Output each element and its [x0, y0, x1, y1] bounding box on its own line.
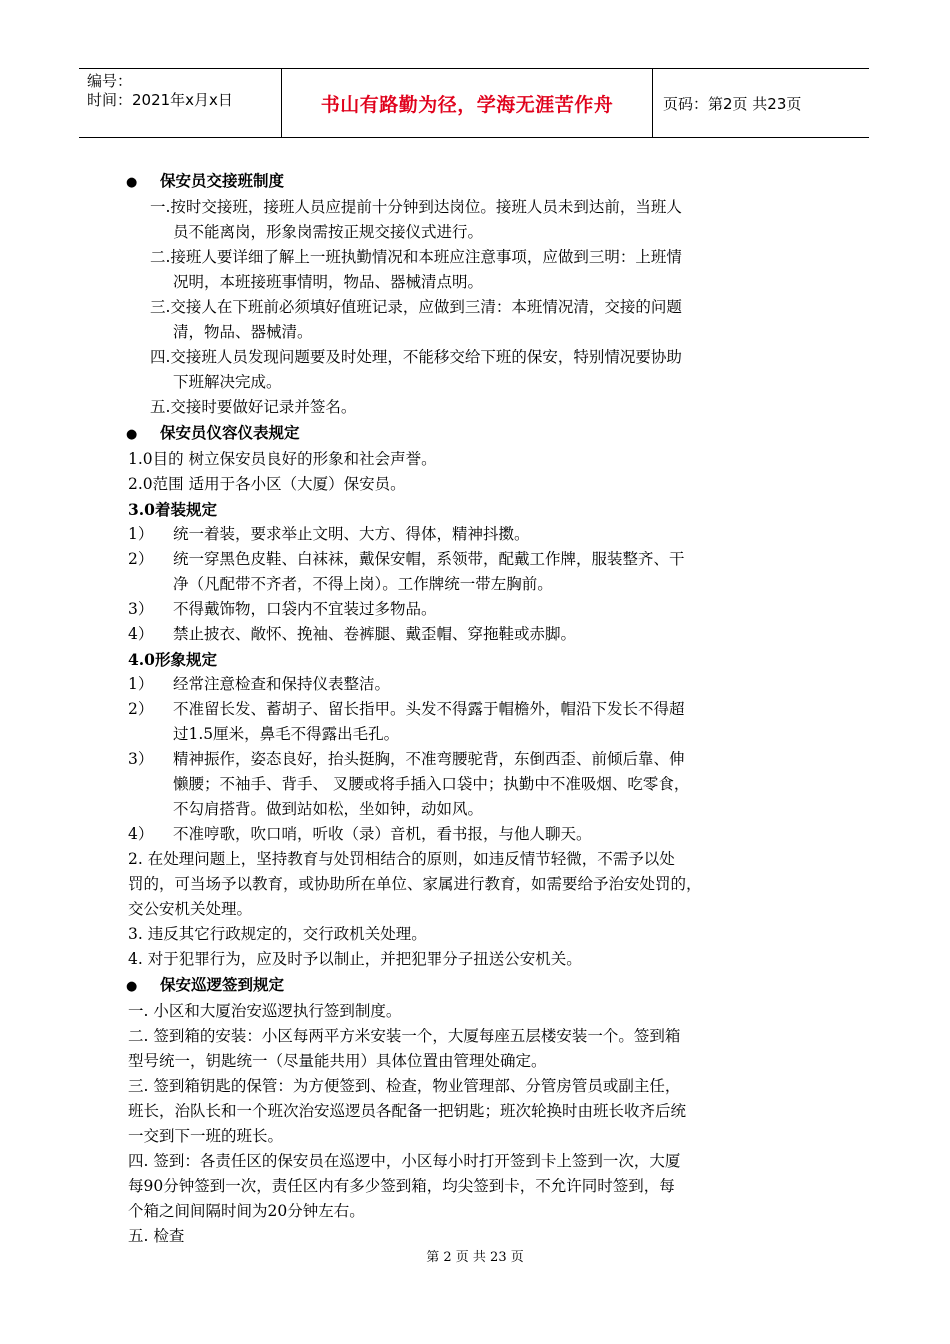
patrol-item-3: 三. 签到箱钥匙的保管：为方便签到、检查，物业管理部、分管房管员或副主任，	[128, 1077, 681, 1095]
image-item-1: 1） 经常注意检查和保持仪表整洁。	[128, 675, 391, 693]
time-label: 时间：2021年x月x日	[87, 91, 233, 109]
image-item-3-cont: 懒腰；不袖手、背手、 叉腰或将手插入口袋中；执勤中不准吸烟、吃零食，	[173, 775, 690, 793]
image-title: 4.0形象规定	[128, 650, 217, 669]
patrol-item-1: 一. 小区和大厦治安巡逻执行签到制度。	[128, 1002, 402, 1020]
appearance-purpose: 1.0目的 树立保安员良好的形象和社会声誉。	[128, 450, 437, 468]
image-item-3-cont2: 不勾肩搭背。做到站如松，坐如钟，动如风。	[173, 800, 484, 818]
patrol-item-5: 五. 检查	[128, 1227, 185, 1245]
image-item-3: 3） 精神振作，姿态良好，抬头挺胸，不准弯腰驼背，东倒西歪、前倾后靠、伸	[128, 750, 685, 768]
principle-2-cont: 罚的，可当场予以教育，或协助所在单位、家属进行教育，如需要给予治安处罚的，	[128, 875, 702, 893]
handover-item-1-cont: 员不能离岗，形象岗需按正规交接仪式进行。	[173, 223, 484, 241]
dress-item-3: 3） 不得戴饰物，口袋内不宜装过多物品。	[128, 600, 437, 618]
bullet-icon: ●	[126, 427, 138, 442]
bullet-icon: ●	[126, 979, 138, 994]
patrol-item-4-cont2: 个箱之间间隔时间为20分钟左右。	[128, 1202, 365, 1220]
handover-item-2-cont: 况明，本班接班事情明，物品、器械清点明。	[173, 273, 484, 291]
patrol-item-3-cont2: 一交到下一班的班长。	[128, 1127, 284, 1145]
patrol-item-4-cont: 每90分钟签到一次，责任区内有多少签到箱，均尖签到卡，不允许同时签到，每	[128, 1177, 675, 1195]
handover-item-4: 四.交接班人员发现问题要及时处理，不能移交给下班的保安，特别情况要协助	[150, 348, 682, 366]
handover-item-5: 五.交接时要做好记录并签名。	[150, 398, 357, 416]
handover-item-3-cont: 清，物品、器械清。	[173, 323, 313, 341]
dress-item-1: 1） 统一着装，要求举止文明、大方、得体，精神抖擞。	[128, 525, 530, 543]
handover-item-1: 一.按时交接班，接班人员应提前十分钟到达岗位。接班人员未到达前，当班人	[150, 198, 682, 216]
image-item-2: 2） 不准留长发、蓄胡子、留长指甲。头发不得露于帽檐外，帽沿下发长不得超	[128, 700, 685, 718]
header-motto: 书山有路勤为径，学海无涯苦作舟	[282, 69, 653, 137]
principle-2: 2. 在处理问题上，坚持教育与处罚相结合的原则，如违反情节轻微，不需予以处	[128, 850, 675, 868]
handover-item-4-cont: 下班解决完成。	[173, 373, 282, 391]
image-item-4: 4） 不准哼歌，吹口哨，听收（录）音机，看书报，与他人聊天。	[128, 825, 592, 843]
section-title-appearance: ● 保安员仪容仪表规定	[126, 420, 828, 447]
patrol-item-2: 二. 签到箱的安装：小区每两平方米安装一个，大厦每座五层楼安装一个。签到箱	[128, 1027, 681, 1045]
dress-item-4: 4） 禁止披衣、敞怀、挽袖、卷裤腿、戴歪帽、穿拖鞋或赤脚。	[128, 625, 577, 643]
section-title-handover: ● 保安员交接班制度	[126, 168, 828, 195]
principle-2-cont2: 交公安机关处理。	[128, 900, 253, 918]
dress-item-2-cont: 净（凡配带不齐者，不得上岗）。工作牌统一带左胸前。	[173, 575, 553, 593]
header-meta	[79, 69, 282, 137]
dress-item-2: 2） 统一穿黑色皮鞋、白袜袜，戴保安帽，系领带，配戴工作牌，服装整齐、干	[128, 550, 685, 568]
image-item-2-cont: 过1.5厘米，鼻毛不得露出毛孔。	[173, 725, 400, 743]
section-title-patrol: ● 保安巡逻签到规定	[126, 972, 828, 999]
patrol-item-4: 四. 签到：各责任区的保安员在巡逻中，小区每小时打开签到卡上签到一次，大厦	[128, 1152, 681, 1170]
handover-item-3: 三.交接人在下班前必须填好值班记录，应做到三清：本班情况清，交接的问题	[150, 298, 682, 316]
serial-label: 编号：	[87, 72, 133, 90]
page-footer: 第 2 页 共 23 页	[426, 1250, 524, 1265]
handover-item-2: 二.接班人要详细了解上一班执勤情况和本班应注意事项，应做到三明：上班情	[150, 248, 682, 266]
patrol-item-3-cont: 班长，治队长和一个班次治安巡逻员各配备一把钥匙；班次轮换时由班长收齐后统	[128, 1102, 687, 1120]
patrol-item-2-cont: 型号统一，钥匙统一（尽量能共用）具体位置由管理处确定。	[128, 1052, 547, 1070]
header-table	[79, 68, 869, 138]
principle-4: 4. 对于犯罪行为，应及时予以制止，并把犯罪分子扭送公安机关。	[128, 950, 582, 968]
appearance-scope: 2.0范围 适用于各小区（大厦）保安员。	[128, 475, 406, 493]
principle-3: 3. 违反其它行政规定的，交行政机关处理。	[128, 925, 427, 943]
header-page-info: 页码：第2页 共23页	[663, 94, 802, 113]
bullet-icon: ●	[126, 175, 138, 190]
document-body	[128, 168, 828, 1249]
dress-title: 3.0着装规定	[128, 500, 217, 519]
